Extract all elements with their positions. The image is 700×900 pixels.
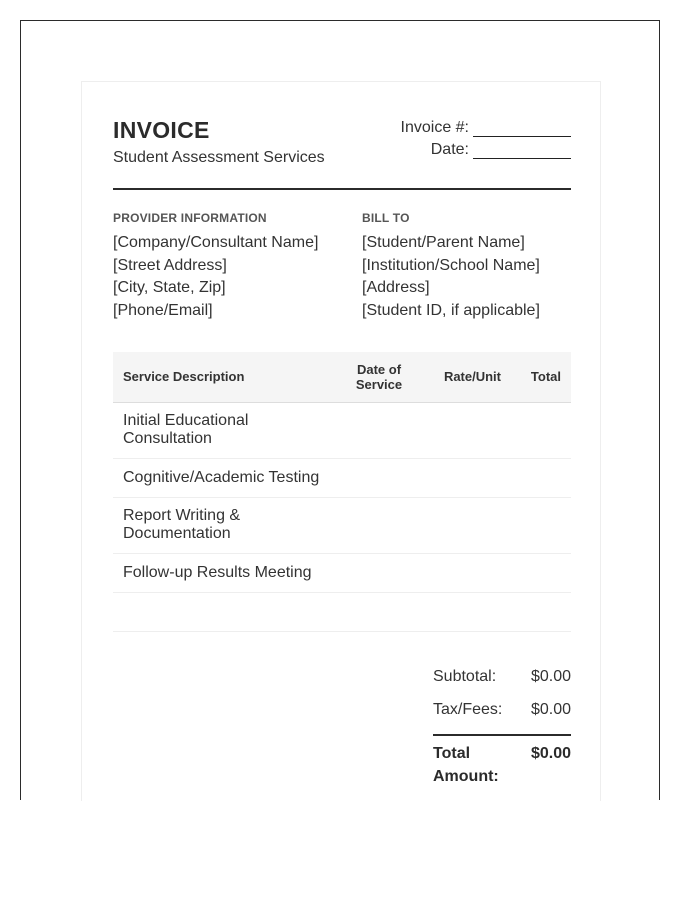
subtotal-value: $0.00 bbox=[530, 668, 571, 685]
invoice-date-label: Date: bbox=[430, 141, 469, 158]
tax-label: Tax/Fees: bbox=[433, 701, 503, 718]
service-date bbox=[337, 553, 421, 592]
empty-cell bbox=[421, 592, 505, 631]
table-row bbox=[113, 497, 571, 553]
total-amount-row bbox=[433, 742, 571, 788]
invoice-number-label: Invoice #: bbox=[400, 119, 469, 136]
service-total bbox=[505, 458, 571, 497]
service-description: Initial Educational Consultation bbox=[113, 402, 337, 458]
header-total: Total bbox=[505, 352, 571, 402]
invoice-number-field[interactable] bbox=[473, 121, 571, 137]
service-description: Cognitive/Academic Testing bbox=[113, 458, 337, 497]
header-date: Date of Service bbox=[337, 352, 421, 402]
total-amount-label: Total Amount: bbox=[433, 745, 499, 785]
service-total bbox=[505, 553, 571, 592]
totals-divider bbox=[433, 734, 571, 736]
bill-to-heading: BILL TO bbox=[362, 211, 410, 225]
provider-info bbox=[113, 211, 318, 322]
service-date bbox=[337, 402, 421, 458]
provider-line: [Phone/Email] bbox=[113, 301, 213, 319]
empty-cell bbox=[113, 592, 337, 631]
service-rate bbox=[421, 497, 505, 553]
invoice-subtitle: Student Assessment Services bbox=[113, 149, 325, 166]
bill-to-line: [Student/Parent Name] bbox=[362, 234, 525, 251]
service-date bbox=[337, 497, 421, 553]
service-date bbox=[337, 458, 421, 497]
service-rate bbox=[421, 402, 505, 458]
table-row bbox=[113, 553, 571, 592]
provider-line: [Street Address] bbox=[113, 256, 227, 274]
provider-line: [Company/Consultant Name] bbox=[113, 234, 319, 251]
provider-heading: PROVIDER INFORMATION bbox=[113, 211, 267, 225]
service-rate bbox=[421, 553, 505, 592]
service-description: Follow-up Results Meeting bbox=[113, 553, 337, 592]
header-description: Service Description bbox=[113, 352, 337, 402]
invoice-number-row bbox=[401, 115, 571, 137]
subtotal-label: Subtotal: bbox=[433, 668, 497, 685]
invoice-meta bbox=[401, 115, 571, 159]
service-rate bbox=[421, 458, 505, 497]
service-description: Report Writing & Documentation bbox=[113, 497, 337, 553]
provider-line: [City, State, Zip] bbox=[113, 279, 226, 296]
bill-to-line: [Student ID, if applicable] bbox=[362, 301, 540, 319]
table-header-row bbox=[113, 352, 571, 402]
bill-to-line: [Address] bbox=[362, 279, 430, 296]
empty-cell bbox=[505, 592, 571, 631]
table-row-empty bbox=[113, 592, 571, 631]
bill-to-line: [Institution/School Name] bbox=[362, 256, 540, 274]
invoice-document bbox=[81, 81, 601, 801]
tax-row bbox=[433, 701, 571, 734]
service-total bbox=[505, 497, 571, 553]
services-table bbox=[113, 352, 571, 632]
invoice-date-field[interactable] bbox=[473, 143, 571, 159]
subtotal-row bbox=[433, 668, 571, 701]
total-amount-value: $0.00 bbox=[530, 745, 571, 762]
invoice-title: INVOICE bbox=[113, 117, 210, 143]
totals-section bbox=[433, 668, 571, 788]
empty-cell bbox=[337, 592, 421, 631]
service-total bbox=[505, 402, 571, 458]
tax-value: $0.00 bbox=[530, 701, 571, 718]
header-rate: Rate/Unit bbox=[421, 352, 505, 402]
table-row bbox=[113, 458, 571, 497]
bill-to-info bbox=[362, 211, 540, 322]
header-divider bbox=[113, 188, 571, 190]
invoice-date-row bbox=[401, 137, 571, 159]
table-row bbox=[113, 402, 571, 458]
